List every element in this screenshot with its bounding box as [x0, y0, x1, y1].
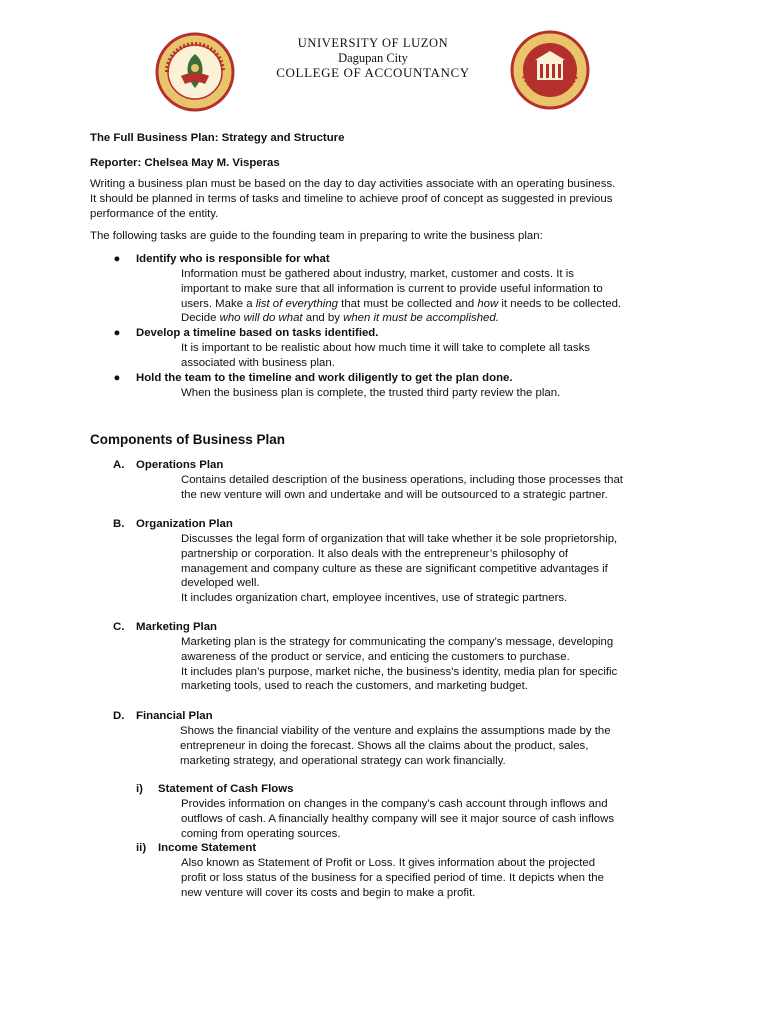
university-of-luzon-seal-icon: [510, 30, 590, 110]
item-letter: D.: [113, 710, 125, 722]
sub-item-title: Statement of Cash Flows: [158, 783, 294, 795]
bullet-icon: ●: [113, 372, 121, 384]
reporter-line: Reporter: Chelsea May M. Visperas: [90, 157, 280, 169]
body-line: Provides information on changes in the company’s cash account through inflows and: [181, 798, 608, 810]
body-line: marketing strategy, and operational strategy can work financially.: [180, 754, 506, 767]
body-line: coming from operating sources.: [181, 827, 341, 840]
bullet-icon: ●: [113, 327, 121, 339]
item-letter: C.: [113, 621, 125, 633]
sub-item-title: Income Statement: [158, 842, 257, 854]
body-line: profit or loss status of the business for a specified period of time. It depicts when the: [181, 871, 604, 884]
bullet-body: [181, 267, 681, 326]
item-letter: B.: [113, 518, 125, 530]
college-name: COLLEGE OF ACCOUNTANCY: [276, 65, 470, 80]
body-line: partnership or corporation. It also deals with the entrepreneur’s philosophy of: [181, 547, 569, 560]
body-line: It is important to be realistic about how much time it will take to complete all tasks: [181, 342, 590, 354]
body-line: marketing tools, used to reach the customers, and marketing budget.: [181, 680, 528, 693]
body-line: new venture will cover its costs and begin to make a profit.: [181, 886, 476, 899]
section-heading: Components of Business Plan: [90, 432, 286, 447]
bullet-title: Identify who is responsible for what: [136, 253, 330, 265]
bullet-title: Hold the team to the timeline and work diligently to get the plan done.: [136, 372, 513, 384]
body-line: Decide who will do what and by when it must be accomplished.: [181, 312, 499, 325]
body-line: Also known as Statement of Profit or Loss. It gives information about the projected: [181, 857, 596, 869]
item-body: [181, 473, 681, 503]
body-line: associated with business plan.: [181, 356, 335, 369]
bullet-body: [181, 341, 681, 371]
body-line: It includes organization chart, employee incentives, use of strategic partners.: [181, 592, 568, 605]
college-of-accountancy-seal-icon: [155, 32, 235, 112]
intro-line: performance of the entity.: [90, 207, 219, 220]
body-line: the new venture will own and undertake and will be outsourced to a strategic partner.: [181, 488, 608, 501]
body-line: outflows of cash. A financially healthy company will see it major source of cash inflows: [181, 812, 615, 825]
item-title: Financial Plan: [136, 710, 213, 722]
intro-paragraph: [90, 177, 680, 221]
body-line: Contains detailed description of the business operations, including those processes that: [181, 474, 623, 486]
intro-line: Writing a business plan must be based on the day to day activities associate with an operating business.: [90, 178, 616, 190]
body-line: Discusses the legal form of organization that will take whether it be sole proprietorship,: [181, 533, 618, 545]
body-line: When the business plan is complete, the trusted third party review the plan.: [181, 387, 561, 399]
sub-item-body: [181, 797, 681, 841]
body-line: entrepreneur in doing the forecast. Shows all the claims about the product, sales,: [180, 739, 589, 752]
intro-line: It should be planned in terms of tasks and timeline to achieve proof of concept as suggested in previous: [90, 192, 613, 205]
city-name: Dagupan City: [338, 51, 408, 65]
body-line: important to make sure that all information is current to provide useful information to: [181, 282, 603, 295]
item-title: Operations Plan: [136, 459, 224, 471]
item-body: [181, 635, 681, 694]
sub-item-number: i): [136, 783, 143, 795]
body-line: management and company culture as these are significant competitive advantages if: [181, 562, 608, 575]
letterhead: [240, 36, 506, 80]
body-line: awareness of the product or service, and enticing the customers to purchase.: [181, 650, 570, 663]
body-line: developed well.: [181, 577, 260, 590]
body-line: Information must be gathered about industry, market, customer and costs. It is: [181, 268, 574, 280]
body-line: users. Make a list of everything that must be collected and how it needs to be collected.: [181, 297, 622, 310]
sub-item-number: ii): [136, 842, 147, 854]
item-body: [181, 532, 681, 606]
bullet-title: Develop a timeline based on tasks identified.: [136, 327, 379, 339]
bullet-icon: ●: [113, 253, 121, 265]
bullet-body: [181, 386, 681, 401]
item-body: [180, 724, 680, 768]
body-line: Marketing plan is the strategy for communicating the company’s message, developing: [181, 636, 614, 648]
item-title: Marketing Plan: [136, 621, 218, 633]
item-letter: A.: [113, 459, 125, 471]
university-name: UNIVERSITY OF LUZON: [297, 36, 449, 50]
body-line: It includes plan’s purpose, market niche, the business’s identity, media plan for specific: [181, 665, 618, 678]
tasks-intro: The following tasks are guide to the founding team in preparing to write the business plan:: [90, 230, 543, 242]
sub-item-body: [181, 856, 681, 900]
document-title: The Full Business Plan: Strategy and Structure: [90, 132, 345, 144]
item-title: Organization Plan: [136, 518, 233, 530]
body-line: Shows the financial viability of the venture and explains the assumptions made by the: [180, 725, 611, 737]
